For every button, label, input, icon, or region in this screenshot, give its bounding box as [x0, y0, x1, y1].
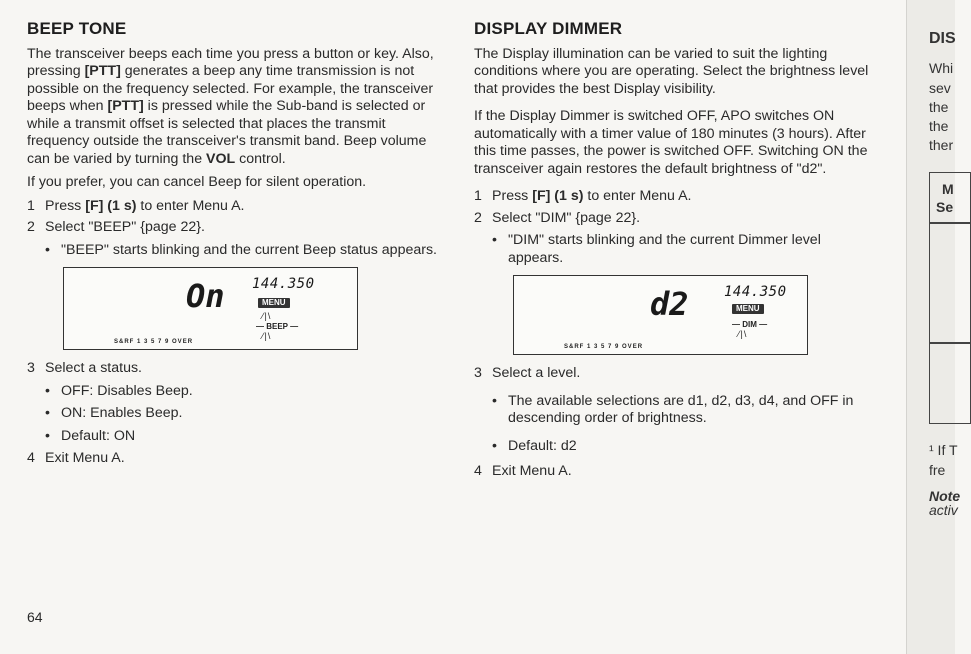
dimmer-intro: The Display illumination can be varied to suit the lighting conditions where you are operating. Select the brightness level that provides the best Display visibility. — [474, 45, 869, 97]
lcd-beep-tag: — BEEP — — [256, 322, 299, 331]
lcd-frequency-digits: 144.350 — [724, 284, 787, 300]
beep-tone-cancel-note: If you prefer, you can cancel Beep for silent operation. — [27, 174, 367, 190]
beep-step-2: 2 Select "BEEP" {page 22}. — [27, 219, 205, 235]
dimmer-step-3: 3 Select a level. — [474, 365, 581, 381]
lcd-menu-badge: MENU — [732, 304, 764, 314]
edge-line: the — [929, 99, 949, 115]
page-number: 64 — [27, 609, 43, 625]
edge-line: Whi — [929, 60, 954, 76]
beep-step-2-bullet: • "BEEP" starts blinking and the current Beep status appears. — [45, 241, 438, 258]
edge-line: the — [929, 118, 949, 134]
edge-table-body-2 — [929, 342, 971, 424]
edge-note-2: activ — [929, 502, 958, 518]
beep-step-4: 4 Exit Menu A. — [27, 450, 125, 466]
beep-option-default: • Default: ON — [45, 427, 136, 444]
lcd-menu-badge: MENU — [258, 298, 290, 308]
beep-tone-section — [27, 20, 437, 472]
blink-rays-icon: ⁄|\ — [262, 311, 272, 321]
edge-heading: DIS — [929, 30, 956, 47]
dimmer-option-list: • The available selections are d1, d2, d3, d4, and OFF in descending order of brightness. — [492, 392, 854, 426]
beep-option-on: • ON: Enables Beep. — [45, 405, 183, 421]
dimmer-step-2: 2 Select "DIM" {page 22}. — [474, 209, 641, 226]
display-dimmer-heading: DISPLAY DIMMER — [474, 19, 623, 38]
lcd-indicator-row: S&RF 1 3 5 7 9 OVER — [114, 339, 194, 345]
edge-table-body — [929, 222, 971, 344]
beep-option-off: • OFF: Disables Beep. — [45, 382, 193, 399]
edge-line: sev — [929, 80, 951, 96]
beep-lcd-display — [63, 267, 358, 350]
dimmer-lcd-display — [513, 275, 808, 355]
dimmer-apo-note: If the Display Dimmer is switched OFF, APO switches ON automatically with a timer value of 180 minutes (3 hours). After this time passes, the power is switched OFF. Switching ON the transceiver again restores the default brightness of "d2". — [474, 108, 868, 177]
dimmer-option-default: • Default: d2 — [492, 437, 577, 454]
blink-rays-lower-icon: ⁄|\ — [262, 331, 272, 341]
lcd-indicator-row: S&RF 1 3 5 7 9 OVER — [564, 344, 644, 350]
beep-tone-heading: BEEP TONE — [27, 19, 127, 38]
lcd-dim-tag: — DIM — — [732, 320, 768, 329]
blink-rays-icon: ⁄|\ — [738, 329, 748, 339]
beep-step-3: 3 Select a status. — [27, 360, 142, 376]
edge-footnote-2: fre — [929, 462, 946, 478]
lcd-big-digits: d2 — [650, 285, 689, 323]
edge-footnote: ¹ If T — [929, 442, 958, 458]
lcd-frequency-digits: 144.350 — [252, 276, 315, 292]
edge-note: Note — [929, 488, 961, 504]
dimmer-step-4: 4 Exit Menu A. — [474, 463, 572, 479]
adjacent-page-edge — [906, 0, 961, 654]
dimmer-step-1: 1 Press [F] (1 s) to enter Menu A. — [474, 188, 692, 204]
lcd-big-digits: On — [186, 277, 225, 315]
dimmer-step-2-bullet: • "DIM" starts blinking and the current Dimmer level appears. — [492, 232, 821, 266]
display-dimmer-section — [474, 20, 874, 485]
beep-step-1: 1 Press [F] (1 s) to enter Menu A. — [27, 197, 245, 214]
edge-line: ther — [929, 137, 954, 153]
edge-table-header: M Se — [929, 172, 971, 224]
beep-tone-intro: The transceiver beeps each time you press a button or key. Also, pressing [PTT] generates a beep any time transmission is not possible on the frequency selected. For example, the transceiver beeps when [PTT] is pressed while the Sub-band is selected or while a transmit offset is selected that places the transmit frequency outside the transceiver's transmit band. Beep volume can be varied by turning the VOL control. — [27, 45, 434, 167]
